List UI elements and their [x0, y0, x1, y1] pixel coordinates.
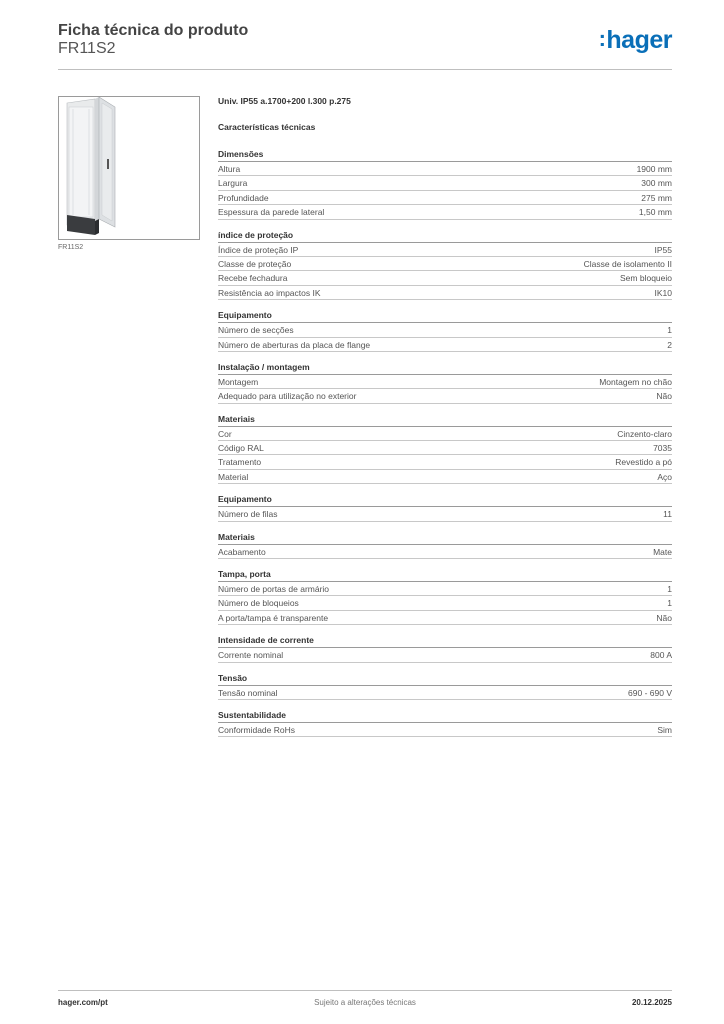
spec-group [218, 361, 672, 404]
spec-group [218, 309, 672, 352]
spec-value: IK10 [654, 287, 672, 298]
spec-row [218, 338, 672, 352]
hager-logo: :hager [598, 26, 672, 54]
spec-value: 300 mm [641, 178, 672, 189]
spec-group [218, 413, 672, 485]
spec-label: Conformidade RoHs [218, 724, 296, 735]
spec-value: Cinzento-claro [617, 428, 672, 439]
spec-value: Aço [657, 471, 672, 482]
spec-row [218, 582, 672, 596]
spec-row [218, 375, 672, 389]
page-header [58, 20, 672, 70]
spec-label: Número de filas [218, 509, 278, 520]
spec-group [218, 148, 672, 220]
spec-value: 7035 [653, 443, 672, 454]
spec-label: Cor [218, 428, 232, 439]
spec-group [218, 709, 672, 737]
spec-label: Número de portas de armário [218, 584, 330, 595]
spec-group [218, 568, 672, 625]
spec-label: Corrente nominal [218, 650, 284, 661]
spec-row [218, 611, 672, 625]
spec-label: A porta/tampa é transparente [218, 612, 329, 623]
spec-value: 11 [663, 509, 672, 520]
spec-value: Não [656, 391, 672, 402]
spec-row [218, 470, 672, 484]
spec-groups [218, 148, 672, 737]
spec-label: Recebe fechadura [218, 273, 288, 284]
footer-disclaimer: Sujeito a alterações técnicas [314, 998, 416, 1007]
spec-row [218, 286, 672, 300]
spec-value: 275 mm [641, 192, 672, 203]
spec-label: Acabamento [218, 546, 266, 557]
document-title: Ficha técnica do produto [58, 22, 249, 39]
product-image [58, 96, 200, 240]
spec-row [218, 427, 672, 441]
spec-label: Altura [218, 164, 241, 174]
image-caption: FR11S2 [58, 244, 84, 251]
spec-value: IP55 [654, 244, 672, 255]
spec-label: Número de aberturas da placa de flange [218, 339, 371, 350]
spec-group [218, 634, 672, 662]
spec-row [218, 686, 672, 700]
spec-group-title: Instalação / montagem [218, 361, 672, 375]
spec-label: Número de secções [218, 325, 294, 336]
spec-value: Sim [657, 724, 672, 735]
spec-row [218, 389, 672, 403]
spec-label: Profundidade [218, 192, 269, 203]
spec-group-title: Tampa, porta [218, 568, 672, 582]
spec-label: Índice de proteção IP [218, 244, 299, 255]
spec-label: Adequado para utilização no exterior [218, 391, 357, 402]
spec-group [218, 531, 672, 559]
cabinet-illustration [59, 97, 199, 239]
spec-label: Montagem [218, 376, 259, 387]
spec-row [218, 648, 672, 662]
spec-value: Revestido a pó [615, 457, 672, 468]
spec-value: Classe de isolamento II [583, 258, 672, 269]
section-title: Características técnicas [218, 122, 316, 132]
spec-group-title: Tensão [218, 672, 672, 686]
spec-row [218, 596, 672, 610]
spec-label: Espessura da parede lateral [218, 207, 325, 218]
footer-divider [58, 990, 672, 991]
spec-group-title: Materiais [218, 413, 672, 427]
spec-row [218, 323, 672, 337]
spec-group [218, 493, 672, 521]
spec-row [218, 723, 672, 737]
spec-value: Não [656, 612, 672, 623]
spec-value: Mate [653, 546, 672, 557]
spec-group [218, 229, 672, 301]
spec-row [218, 507, 672, 521]
spec-row [218, 545, 672, 559]
spec-group-title: Sustentabilidade [218, 709, 672, 723]
spec-label: Número de bloqueios [218, 598, 299, 609]
spec-group [218, 672, 672, 700]
spec-value: 1 [667, 584, 672, 595]
spec-row [218, 162, 672, 176]
spec-value: 1900 mm [636, 164, 672, 174]
spec-content [218, 96, 672, 746]
spec-group-title: Materiais [218, 531, 672, 545]
spec-value: 2 [667, 339, 672, 350]
page-footer [58, 998, 672, 1010]
spec-label: Classe de proteção [218, 258, 292, 269]
footer-website[interactable]: hager.com/pt [58, 998, 108, 1007]
product-code: FR11S2 [58, 40, 116, 57]
spec-group-title: índice de proteção [218, 229, 672, 243]
logo-text: hager [606, 26, 672, 54]
spec-label: Tensão nominal [218, 687, 278, 698]
spec-value: 690 - 690 V [628, 687, 672, 698]
spec-value: Montagem no chão [599, 376, 672, 387]
spec-row [218, 271, 672, 285]
spec-value: 1 [667, 598, 672, 609]
spec-group-title: Intensidade de corrente [218, 634, 672, 648]
spec-row [218, 441, 672, 455]
product-name: Univ. IP55 a.1700+200 l.300 p.275 [218, 96, 351, 106]
spec-row [218, 205, 672, 219]
spec-row [218, 176, 672, 190]
footer-date: 20.12.2025 [631, 998, 672, 1007]
spec-label: Largura [218, 178, 248, 189]
spec-group-title: Equipamento [218, 309, 672, 323]
spec-row [218, 455, 672, 469]
spec-label: Material [218, 471, 249, 482]
spec-row [218, 191, 672, 205]
spec-label: Resistência ao impactos IK [218, 287, 321, 298]
spec-row [218, 243, 672, 257]
spec-value: 1 [667, 325, 672, 336]
spec-label: Tratamento [218, 457, 262, 468]
spec-value: 800 A [650, 650, 672, 661]
spec-group-title: Equipamento [218, 493, 672, 507]
spec-value: Sem bloqueio [620, 273, 672, 284]
spec-row [218, 257, 672, 271]
spec-value: 1,50 mm [638, 207, 672, 218]
spec-label: Código RAL [218, 443, 264, 454]
header-divider [58, 69, 672, 70]
spec-group-title: Dimensões [218, 148, 672, 162]
